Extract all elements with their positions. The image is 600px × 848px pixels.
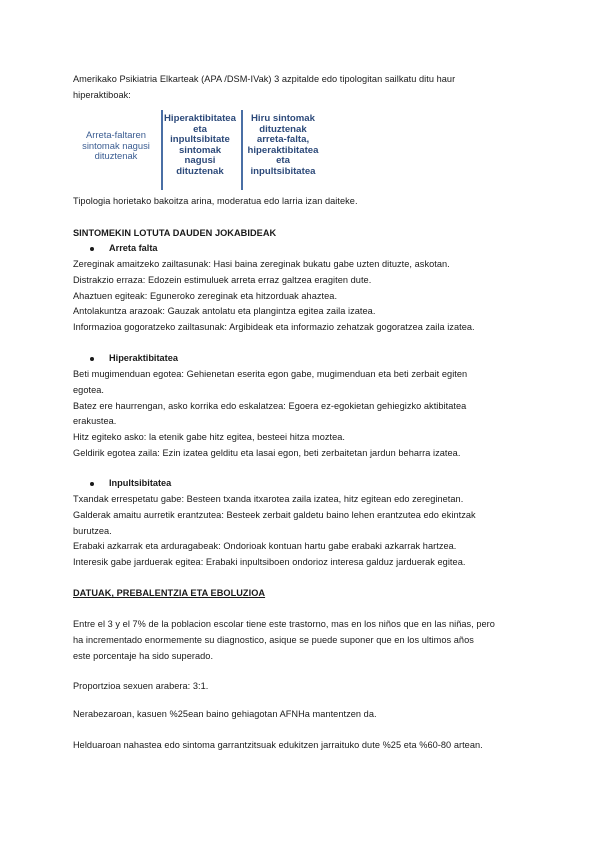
arreta-line: Informazioa gogoratzeko zailtasunak: Argibideak eta informazio zehatzak gogoratzea zaila izatea. (73, 322, 475, 332)
figure-text: sintomak nagusi (82, 139, 150, 151)
arreta-line: Distrakzio erraza: Edozein estimuluek arreta erraz galtzea eragiten dute. (73, 275, 372, 285)
section-title-jokabideak: SINTOMEKIN LOTUTA DAUDEN JOKABIDEAK (73, 228, 277, 238)
inpul-line: Galderak amaitu aurretik erantzutea: Besteek zerbait galdetu baino lehen erantzutea edo ekintzak (73, 510, 476, 520)
figure-text: inpultsibitate (170, 134, 230, 146)
inpul-line: Erabaki azkarrak eta arduragabeak: Ondorioak kontuan hartu gabe erabaki azkarrak hartzea. (73, 541, 457, 551)
bullet-heading: Inpultsibitatea (109, 478, 172, 488)
bullet-dot-icon (90, 247, 94, 251)
datuak-line: ha incrementado enormemente su diagnostico, asique se puede suponer que en los ultimos años (73, 635, 474, 645)
arreta-line: Zereginak amaitzeko zailtasunak: Hasi baina zereginak bukatu gabe uzten dituzte, askotan. (73, 259, 450, 269)
intro-line-2: hiperaktiboak: (73, 90, 131, 100)
figure-text: sintomak (178, 144, 222, 156)
hiper-line: Geldirik egotea zaila: Ezin izatea gelditu eta lasai egon, beti zerbaitetan jardun beharra izatea. (73, 448, 461, 458)
hiper-line: erakustea. (73, 416, 117, 426)
bullet-heading: Hiperaktibitatea (109, 353, 178, 363)
hiper-line: Hitz egiteko asko: la etenik gabe hitz egitea, besteei hitza moztea. (73, 432, 346, 442)
proportzioa-text: Proportzioa sexuen arabera: 3:1. (73, 681, 209, 691)
bullet-heading: Arreta falta (109, 243, 158, 253)
bullet-dot-icon (90, 357, 94, 361)
section-title-datuak: DATUAK, PREBALENTZIA ETA EBOLUZIOA (73, 588, 266, 598)
inpul-line: burutzea. (73, 526, 112, 536)
figure-col-combined (243, 114, 323, 178)
arreta-line: Antolakuntza arazoak: Gauzak antolatu eta plangintza egitea zaila izatea. (73, 306, 376, 316)
helduaroan-text: Helduaroan nahastea edo sintoma garrantzitsuak edukitzen jarraituko dute %25 eta %60-80 artean. (73, 740, 483, 750)
figure-text: eta (193, 123, 207, 135)
figure-text: arreta-falta, (256, 134, 310, 146)
figure-text: Hiru sintomak (251, 113, 315, 124)
hiper-line: egotea. (73, 385, 105, 395)
intro-line-1: Amerikako Psikiatria Elkarteak (APA /DSM-IVak) 3 azpitalde edo tipologitan sailkatu ditu haur (73, 74, 456, 84)
figure-text: Hiperaktibitatea (164, 113, 236, 124)
figure-text: inpultsibitatea (250, 165, 316, 177)
figure-text: dituztenak (176, 165, 224, 177)
inpul-line: Txandak errespetatu gabe: Besteen txanda itxarotea zaila izatea, hitz egitean edo zereginetan. (73, 494, 464, 504)
figure-col-inattentive (75, 130, 157, 162)
inpul-line: Interesik gabe jarduerak egitea: Erabaki inpultsiboen ondorioz interesa galduz jarduerak egitea. (73, 557, 466, 567)
figure-col-hyperactive (161, 114, 239, 178)
datuak-line: Entre el 3 y el 7% de la poblacion escolar tiene este trastorno, mas en los niños que en las niñas, pero (73, 619, 495, 629)
figure-text: eta (276, 155, 290, 167)
arreta-line: Ahaztuen egiteak: Eguneroko zereginak eta hitzorduak ahaztea. (73, 291, 338, 301)
apa-subtypes-figure (73, 110, 373, 194)
hiper-line: Batez ere haurrengan, asko korrika edo eskalatzea: Egoera ez-egokietan gehiegizko aktibitatea (73, 401, 467, 411)
hiper-line: Beti mugimenduan egotea: Gehienetan eserita egon gabe, mugimenduan eta beti zerbait egiten (73, 369, 468, 379)
figure-text: hiperaktibitatea (247, 144, 319, 156)
figure-text: nagusi (184, 155, 216, 167)
figure-text: dituztenak (94, 150, 138, 162)
bullet-dot-icon (90, 482, 94, 486)
figure-text: dituztenak (259, 123, 307, 135)
tipologia-text: Tipologia horietako bakoitza arina, moderatua edo larria izan daiteke. (73, 196, 358, 206)
datuak-line: este porcentaje ha sido superado. (73, 651, 214, 661)
figure-text: Arreta-faltaren (86, 129, 146, 140)
nerabezaroan-text: Nerabezaroan, kasuen %25ean baino gehiagotan AFNHa mantentzen da. (73, 709, 377, 719)
